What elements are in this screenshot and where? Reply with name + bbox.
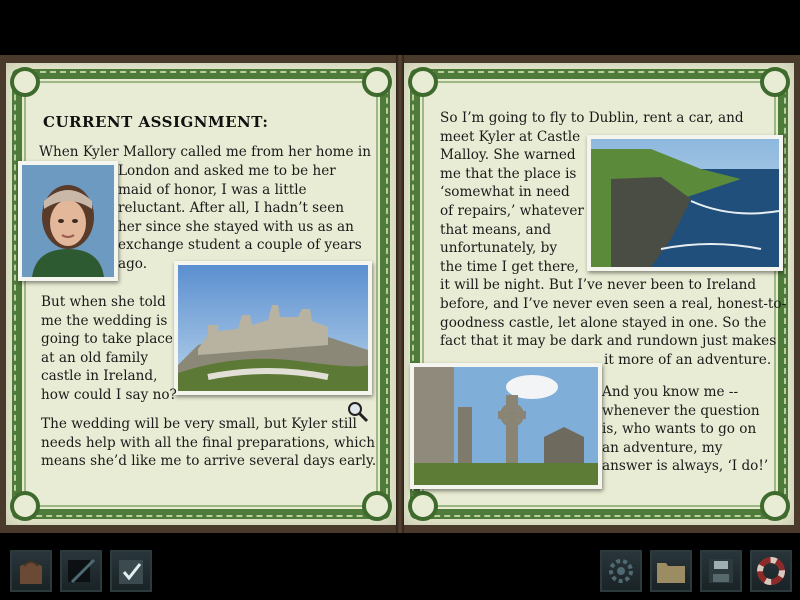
celtic-cross-ruins-illustration (414, 367, 598, 485)
folder-icon (654, 554, 688, 588)
phone-icon (64, 554, 98, 588)
text-line: it more of an adventure. (604, 351, 772, 368)
text-line: the time I get there, (440, 258, 579, 275)
text-line: means she’d like me to arrive several days early. (41, 453, 377, 470)
text-line: reluctant. After all, I hadn’t seen (118, 200, 344, 217)
text-line: answer is always, ‘I do!’ (602, 458, 769, 475)
text-line: an adventure, my (602, 439, 723, 456)
celtic-knot-icon (760, 67, 790, 97)
text-line: before, and I’ve never even seen a real, honest-to- (440, 295, 787, 312)
celtic-knot-icon (408, 491, 438, 521)
journal-right-page (404, 63, 794, 525)
text-line: is, who wants to go on (602, 421, 757, 438)
castle-ruins-illustration (178, 265, 368, 391)
text-line: that means, and (440, 221, 552, 238)
text-line: how could I say no? (41, 386, 177, 403)
plans-paragraph-1a (440, 109, 786, 369)
disk-save-icon (704, 554, 738, 588)
text-line: The wedding will be very small, but Kyler still (41, 416, 357, 432)
bottom-toolbar (0, 540, 800, 600)
text-line: Malloy. She warned (440, 147, 576, 164)
text-line: maid of honor, I was a little (118, 181, 307, 198)
celtic-knot-icon (760, 491, 790, 521)
text-line: London and asked me to be her (118, 163, 336, 179)
inventory-bag-button[interactable] (10, 550, 52, 592)
plans-paragraph-2 (602, 383, 768, 476)
text-line: fact that it may be dark and rundown just makes (440, 333, 777, 350)
text-line: me that the place is (440, 165, 577, 182)
castle-ruins-photo (174, 261, 372, 395)
help-button[interactable] (750, 550, 792, 592)
assignment-paragraph-1-cont (118, 162, 362, 274)
text-line: unfortunately, by (440, 240, 558, 257)
text-line: of repairs,’ whatever (440, 202, 584, 219)
text-line: it will be night. But I’ve never been to Ireland (440, 277, 757, 294)
journal-left-page (6, 63, 396, 525)
text-line: ago. (118, 255, 148, 272)
text-line: me the wedding is (41, 312, 168, 329)
text-line: whenever the question (602, 402, 760, 419)
journal-folder-button[interactable] (650, 550, 692, 592)
celtic-knot-icon (10, 491, 40, 521)
assignment-paragraph-2 (41, 293, 177, 405)
assignment-paragraph-1 (39, 143, 371, 162)
text-line: goodness castle, let alone stayed in one. So the (440, 314, 767, 331)
settings-button[interactable] (600, 550, 642, 592)
journal-book (0, 55, 800, 533)
lifebuoy-help-icon (754, 554, 788, 588)
text-line: ‘somewhat in need (440, 184, 570, 201)
assignment-paragraph-3 (41, 415, 376, 471)
celtic-knot-icon (10, 67, 40, 97)
phone-button[interactable] (60, 550, 102, 592)
celtic-knot-icon (362, 491, 392, 521)
kyler-portrait-photo (18, 161, 118, 281)
page-title: CURRENT ASSIGNMENT: (43, 113, 269, 131)
text-line: castle in Ireland, (41, 368, 158, 385)
text-line: going to take place (41, 331, 173, 348)
text-line: meet Kyler at Castle (440, 128, 581, 145)
text-line: her since she stayed with us as an (118, 218, 354, 235)
bag-icon (14, 554, 48, 588)
celtic-knot-icon (408, 67, 438, 97)
book-spine (396, 55, 404, 533)
text-line: needs help with all the final preparations, which (41, 434, 375, 451)
task-list-button[interactable] (110, 550, 152, 592)
text-line: But when she told (41, 294, 166, 310)
task-checklist-icon (114, 554, 148, 588)
text-line: exchange student a couple of years (118, 237, 362, 254)
save-game-button[interactable] (700, 550, 742, 592)
gear-icon (604, 554, 638, 588)
kyler-portrait-illustration (22, 165, 114, 277)
text-line: at an old family (41, 349, 149, 366)
celtic-cross-ruins-photo (410, 363, 602, 489)
text-line: When Kyler Mallory called me from her home in (39, 144, 372, 160)
celtic-knot-icon (362, 67, 392, 97)
text-line: And you know me -- (602, 384, 739, 400)
text-line: So I’m going to fly to Dublin, rent a car, and (440, 110, 744, 126)
